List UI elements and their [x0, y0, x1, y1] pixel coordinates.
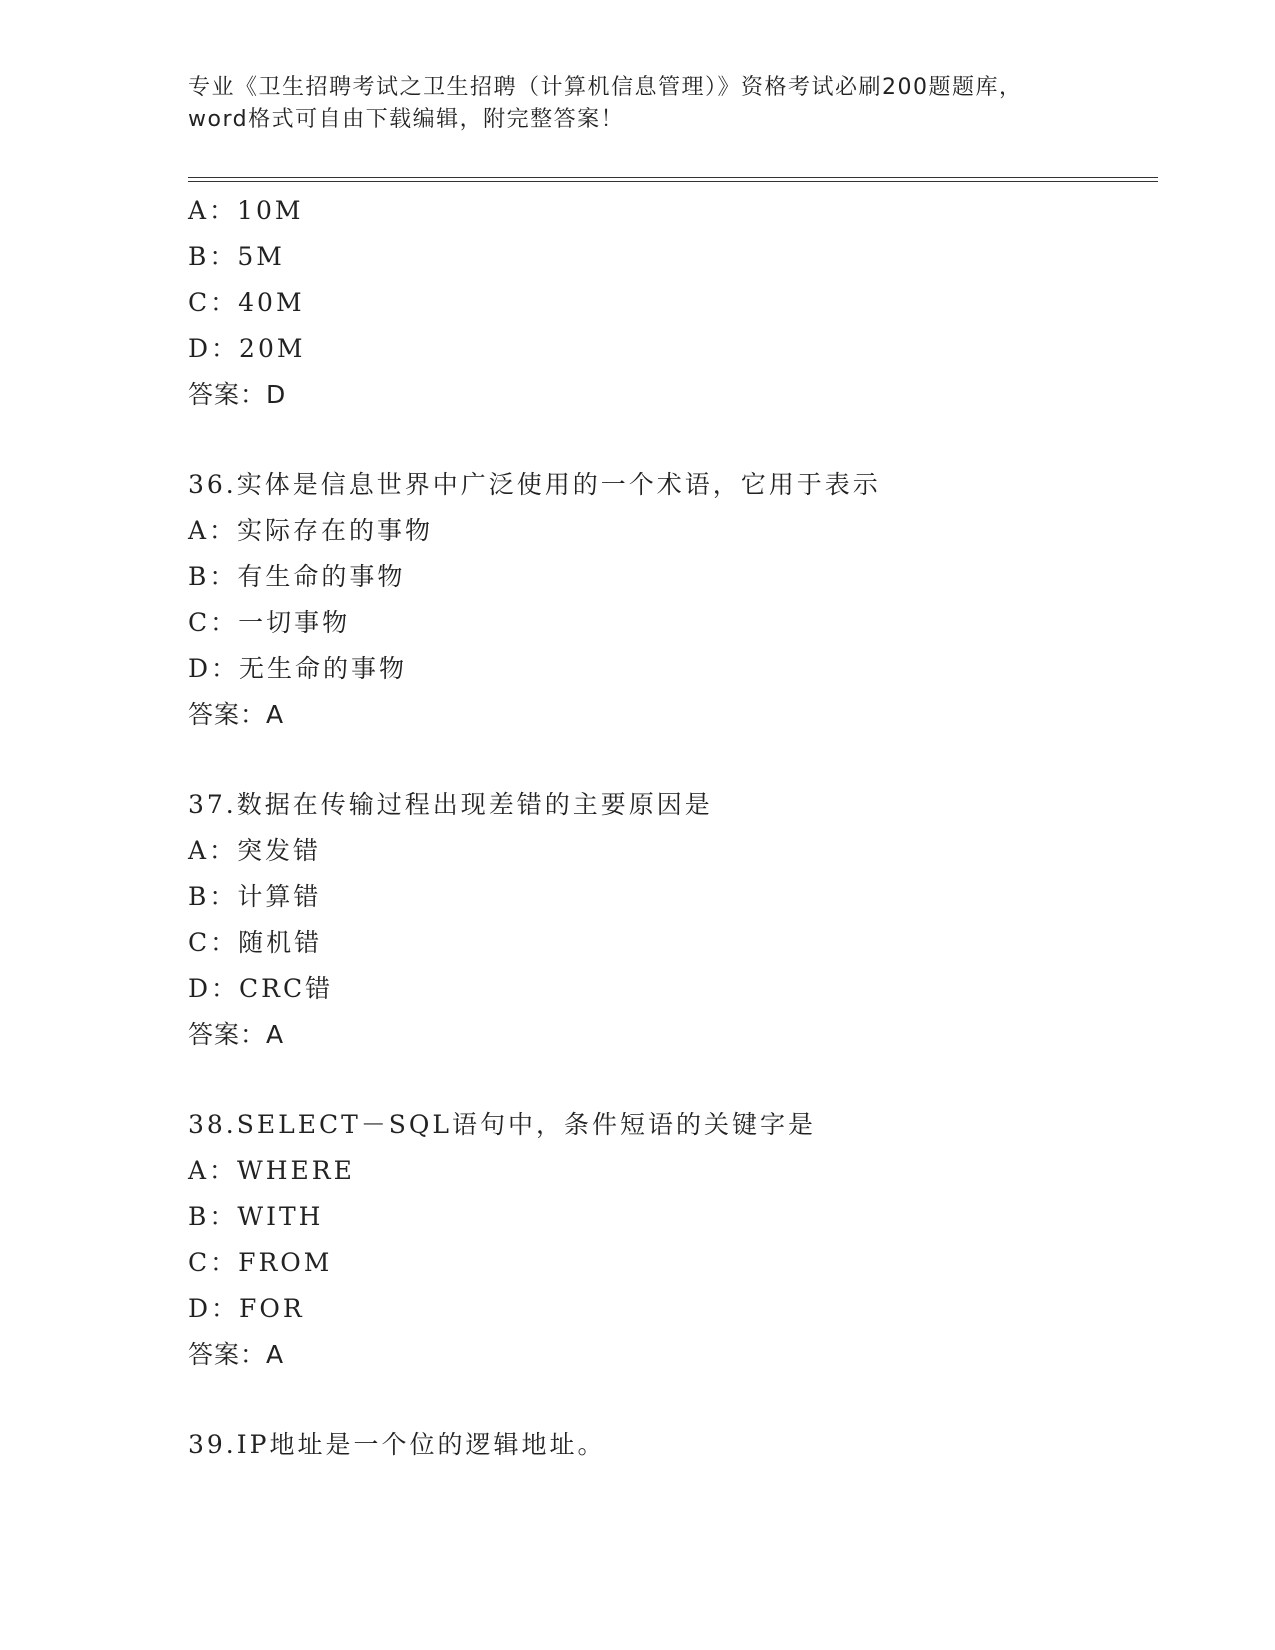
question-text: 36.实体是信息世界中广泛使用的一个术语，它用于表示 — [188, 470, 881, 499]
question-block-39 — [188, 1422, 1148, 1468]
answer-line: 答案：D — [188, 380, 287, 409]
header-line-1: 专业《卫生招聘考试之卫生招聘（计算机信息管理）》资格考试必刷200题题库， — [188, 75, 1023, 100]
question-block-38 — [188, 1102, 1148, 1378]
question-text: 38.SELECT－SQL语句中，条件短语的关键字是 — [188, 1110, 817, 1139]
option-c: C：FROM — [188, 1248, 333, 1277]
spacer — [188, 1378, 1148, 1422]
question-text: 39.IP地址是一个位的逻辑地址。 — [188, 1430, 606, 1459]
option-a: A：突发错 — [188, 836, 322, 865]
option-d: D：CRC错 — [188, 974, 334, 1003]
answer-line: 答案：A — [188, 1020, 285, 1049]
option-d: D：20M — [188, 334, 306, 363]
option-b: B：WITH — [188, 1202, 324, 1231]
option-a: A：10M — [188, 196, 304, 225]
spacer — [188, 418, 1148, 462]
option-d: D：FOR — [188, 1294, 305, 1323]
answer-line: 答案：A — [188, 700, 285, 729]
header-divider-top — [188, 177, 1158, 178]
option-c: C：一切事物 — [188, 608, 351, 637]
question-list — [188, 188, 1148, 1468]
option-c: C：随机错 — [188, 928, 323, 957]
option-d: D：无生命的事物 — [188, 654, 408, 683]
question-block-35 — [188, 188, 1148, 418]
option-b: B：5M — [188, 242, 285, 271]
document-header — [188, 72, 1148, 136]
question-block-36 — [188, 462, 1148, 738]
header-divider-bottom — [188, 181, 1158, 182]
answer-line: 答案：A — [188, 1340, 285, 1369]
question-text: 37.数据在传输过程出现差错的主要原因是 — [188, 790, 713, 819]
spacer — [188, 1058, 1148, 1102]
spacer — [188, 738, 1148, 782]
question-block-37 — [188, 782, 1148, 1058]
option-b: B：计算错 — [188, 882, 322, 911]
option-b: B：有生命的事物 — [188, 562, 406, 591]
option-a: A：WHERE — [188, 1156, 355, 1185]
option-c: C：40M — [188, 288, 305, 317]
option-a: A：实际存在的事物 — [188, 516, 434, 545]
header-line-2: word格式可自由下载编辑，附完整答案！ — [188, 107, 625, 132]
